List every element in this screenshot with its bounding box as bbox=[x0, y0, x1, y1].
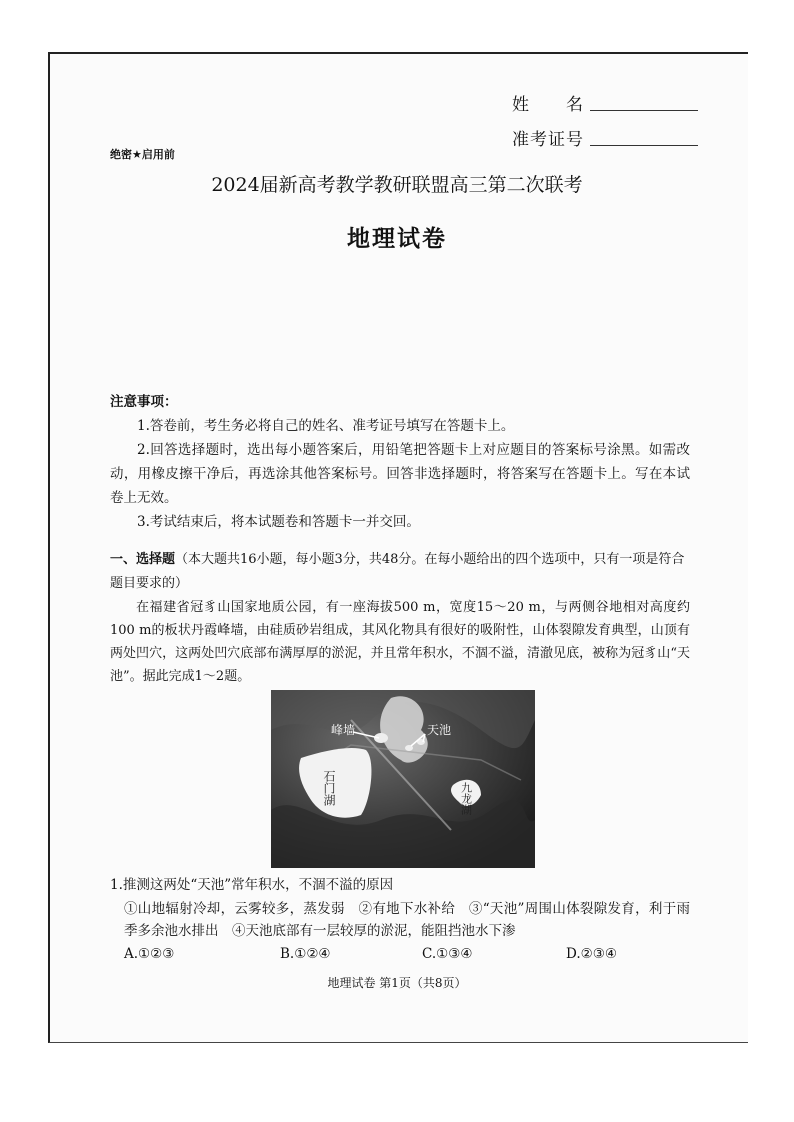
notice-list bbox=[110, 414, 690, 534]
shimen-lake-label: 石门湖 bbox=[322, 770, 336, 806]
exam-id-label: 准考证号 bbox=[512, 130, 584, 150]
notice-item-2: 2.回答选择题时，选出每小题答案后，用铅笔把答题卡上对应题目的答案标号涂黑。如需改动，用橡皮擦干净后，再选涂其他答案标号。回答非选择题时，将答案写在答题卡上。写在本试卷上无效。 bbox=[110, 442, 690, 506]
option-c[interactable]: C.①③④ bbox=[422, 946, 473, 962]
exam-id-blank-line[interactable] bbox=[590, 145, 698, 146]
name-field bbox=[512, 90, 584, 115]
notice-heading: 注意事项： bbox=[110, 394, 178, 410]
section-title: 一、选择题 bbox=[110, 552, 176, 567]
paper-title: 地理试卷 bbox=[347, 226, 447, 252]
section-desc: （本大题共16小题，每小题3分，共48分。在每小题给出的四个选项中，只有一项是符合题目要求的） bbox=[110, 552, 685, 591]
page-footer: 地理试卷 第1页（共8页） bbox=[327, 976, 467, 990]
notice-item-3: 3.考试结束后，将本试题卷和答题卡一并交回。 bbox=[137, 514, 420, 530]
question-1-statements: ①山地辐射冷却，云雾较多，蒸发弱 ②有地下水补给 ③“天池”周围山体裂隙发育，利于雨季多余池水排出 ④天池底部有一层较厚的淤泥，能阻挡池水下渗 bbox=[124, 901, 690, 939]
section-heading bbox=[110, 548, 690, 596]
pool-label: 天池 bbox=[427, 723, 452, 737]
option-b[interactable]: B.①②④ bbox=[280, 946, 331, 962]
exam-id-field bbox=[512, 125, 584, 150]
question-1-stem: 1.推测这两处“天池”常年积水，不涸不溢的原因 bbox=[110, 877, 394, 893]
exam-title: 2024届新高考教学教研联盟高三第二次联考 bbox=[211, 174, 583, 196]
option-d[interactable]: D.②③④ bbox=[566, 946, 617, 962]
secret-mark: 绝密★启用前 bbox=[110, 148, 175, 161]
notice-item-1: 1.答卷前，考生务必将自己的姓名、准考证号填写在答题卡上。 bbox=[137, 418, 515, 434]
satellite-photo bbox=[271, 690, 535, 868]
jiulong-lake-label: 九龙湖 bbox=[459, 782, 473, 815]
ridge-label: 峰墙 bbox=[331, 723, 356, 737]
passage: 在福建省冠豸山国家地质公园，有一座海拔500 m，宽度15～20 m，与两侧谷地相对高度约100 m的板状丹霞峰墙，由硅质砂岩组成，其风化物具有很好的吸附性，山体裂隙发育典型，山顶有两处凹穴，这两处凹穴底部布满厚厚的淤泥，并且常年积水，不涸不溢，清澈见底，被称为冠豸山“天池”。据此完成1～2题。 bbox=[110, 600, 690, 684]
name-blank-line[interactable] bbox=[590, 110, 698, 111]
name-label: 姓 名 bbox=[512, 95, 584, 115]
option-a[interactable]: A.①②③ bbox=[124, 946, 175, 962]
